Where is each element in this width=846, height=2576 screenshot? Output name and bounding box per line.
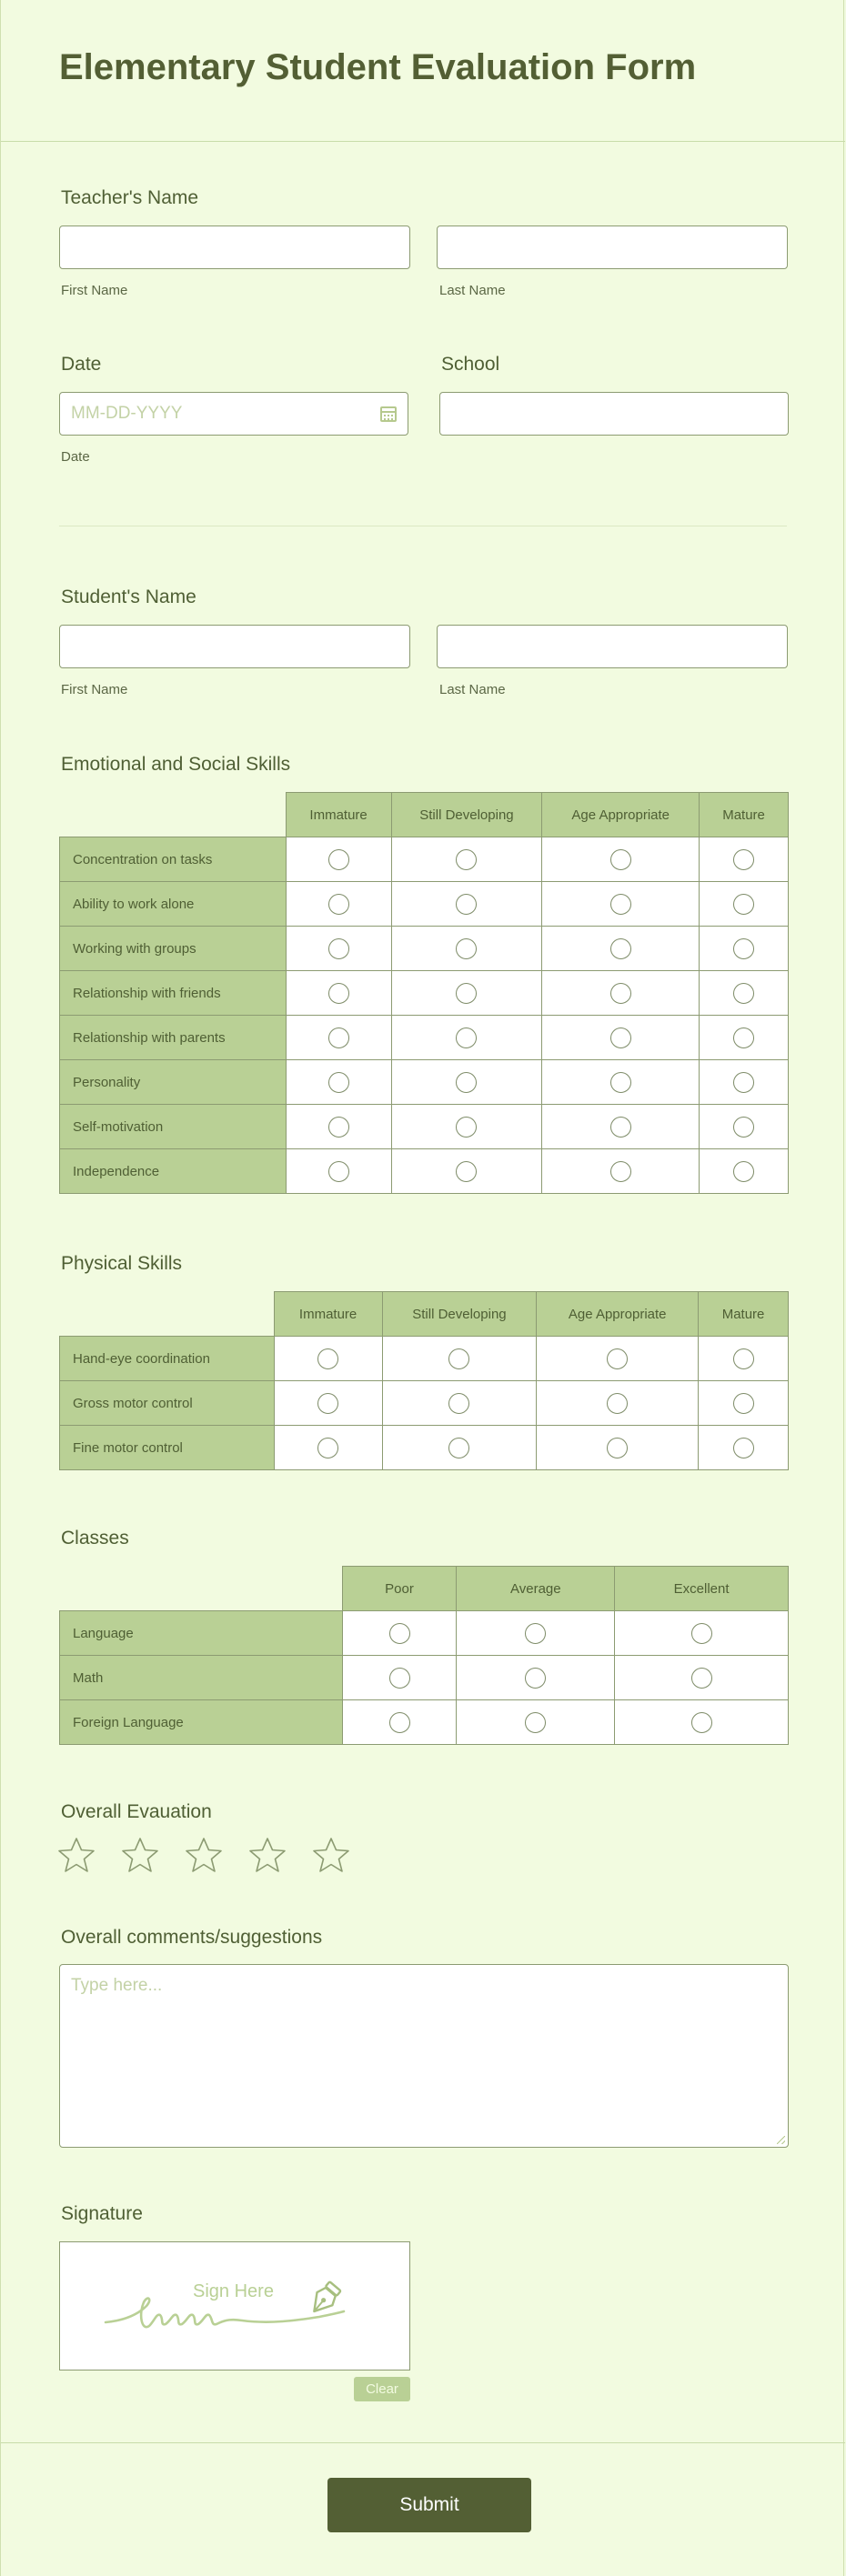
radio-button[interactable] (607, 1438, 628, 1458)
radio-button[interactable] (328, 849, 349, 870)
radio-button[interactable] (448, 1393, 469, 1414)
radio-button[interactable] (389, 1668, 410, 1689)
row-label: Ability to work alone (60, 882, 287, 927)
emotional-skills-label: Emotional and Social Skills (61, 754, 291, 775)
column-header: Still Developing (382, 1292, 537, 1337)
radio-button[interactable] (456, 849, 477, 870)
form-header (1, 0, 845, 142)
row-label: Working with groups (60, 927, 287, 971)
matrix-row (60, 882, 789, 927)
radio-button[interactable] (456, 938, 477, 959)
column-header: Mature (700, 793, 789, 837)
matrix-row (60, 1611, 789, 1656)
date-input[interactable] (60, 393, 408, 435)
comments-label: Overall comments/suggestions (61, 1927, 323, 1948)
row-label: Gross motor control (60, 1381, 275, 1426)
school-input[interactable] (440, 393, 788, 435)
radio-button[interactable] (610, 938, 631, 959)
radio-button[interactable] (733, 1161, 754, 1182)
matrix-row (60, 1149, 789, 1194)
star-rating (57, 1837, 350, 1873)
matrix-corner (60, 793, 287, 837)
teacher-last-name-sublabel: Last Name (439, 283, 506, 298)
date-label: Date (61, 354, 102, 375)
signature-pad[interactable] (59, 2241, 410, 2371)
radio-button[interactable] (733, 1117, 754, 1138)
matrix-row (60, 1426, 789, 1470)
radio-button[interactable] (733, 849, 754, 870)
radio-button[interactable] (733, 1438, 754, 1458)
radio-button[interactable] (691, 1712, 712, 1733)
radio-button[interactable] (607, 1348, 628, 1369)
row-label: Relationship with parents (60, 1016, 287, 1060)
row-label: Self-motivation (60, 1105, 287, 1149)
student-name-label: Student's Name (61, 586, 196, 607)
column-header: Mature (699, 1292, 789, 1337)
radio-button[interactable] (610, 1161, 631, 1182)
column-header: Excellent (615, 1567, 789, 1611)
school-label: School (441, 354, 500, 375)
physical-skills-label: Physical Skills (61, 1253, 183, 1274)
sign-here-hint: Sign Here (193, 2281, 274, 2301)
matrix-row (60, 1337, 789, 1381)
radio-button[interactable] (317, 1348, 338, 1369)
comments-textarea[interactable] (60, 1965, 788, 2147)
row-label: Independence (60, 1149, 287, 1194)
radio-button[interactable] (328, 894, 349, 915)
radio-button[interactable] (456, 1161, 477, 1182)
student-first-name-field[interactable] (59, 625, 410, 668)
row-label: Concentration on tasks (60, 837, 287, 882)
row-label: Relationship with friends (60, 971, 287, 1016)
radio-button[interactable] (448, 1348, 469, 1369)
radio-button[interactable] (456, 894, 477, 915)
radio-button[interactable] (733, 894, 754, 915)
row-label: Personality (60, 1060, 287, 1105)
radio-button[interactable] (691, 1623, 712, 1644)
radio-button[interactable] (389, 1712, 410, 1733)
matrix-row (60, 1105, 789, 1149)
radio-button[interactable] (317, 1393, 338, 1414)
calendar-icon[interactable] (380, 406, 397, 422)
matrix-row (60, 1060, 789, 1105)
matrix-row (60, 1016, 789, 1060)
signature-scribble-icon (60, 2242, 409, 2370)
radio-button[interactable] (328, 983, 349, 1004)
teacher-name-label: Teacher's Name (61, 187, 199, 208)
date-sublabel: Date (61, 449, 90, 465)
school-field[interactable] (439, 392, 789, 436)
radio-button[interactable] (691, 1668, 712, 1689)
radio-button[interactable] (328, 1117, 349, 1138)
matrix-row (60, 971, 789, 1016)
row-label: Hand-eye coordination (60, 1337, 275, 1381)
comments-field[interactable] (59, 1964, 789, 2148)
star-icon[interactable] (185, 1837, 223, 1873)
teacher-first-name-input[interactable] (60, 226, 409, 268)
submit-button[interactable]: Submit (327, 2478, 531, 2532)
form-title: Elementary Student Evaluation Form (59, 47, 697, 87)
column-header: Still Developing (391, 793, 542, 837)
teacher-last-name-field[interactable] (437, 226, 788, 269)
radio-button[interactable] (607, 1393, 628, 1414)
radio-button[interactable] (456, 1072, 477, 1093)
radio-button[interactable] (328, 1161, 349, 1182)
row-label: Foreign Language (60, 1700, 343, 1745)
student-last-name-input[interactable] (438, 626, 787, 667)
row-label: Fine motor control (60, 1426, 275, 1470)
teacher-last-name-input[interactable] (438, 226, 787, 268)
resize-handle-icon[interactable] (777, 2136, 785, 2144)
radio-button[interactable] (733, 983, 754, 1004)
matrix-row (60, 1700, 789, 1745)
column-header: Immature (286, 793, 391, 837)
student-first-name-sublabel: First Name (61, 682, 128, 697)
radio-button[interactable] (456, 983, 477, 1004)
radio-button[interactable] (610, 983, 631, 1004)
date-field[interactable] (59, 392, 408, 436)
matrix-row (60, 1656, 789, 1700)
matrix-row (60, 1381, 789, 1426)
matrix-row (60, 837, 789, 882)
radio-button[interactable] (456, 1027, 477, 1048)
matrix-row (60, 927, 789, 971)
emotional-skills-matrix (59, 792, 789, 1194)
student-first-name-input[interactable] (60, 626, 409, 667)
star-icon[interactable] (121, 1837, 159, 1873)
radio-button[interactable] (733, 1393, 754, 1414)
clear-signature-button[interactable]: Clear (354, 2377, 410, 2401)
column-header: Poor (342, 1567, 457, 1611)
radio-button[interactable] (733, 1348, 754, 1369)
radio-button[interactable] (733, 1027, 754, 1048)
classes-matrix (59, 1566, 789, 1745)
radio-button[interactable] (389, 1623, 410, 1644)
radio-button[interactable] (317, 1438, 338, 1458)
radio-button[interactable] (525, 1668, 546, 1689)
classes-label: Classes (61, 1528, 129, 1549)
matrix-corner (60, 1292, 275, 1337)
radio-button[interactable] (525, 1623, 546, 1644)
overall-evaluation-label: Overall Evauation (61, 1801, 212, 1822)
matrix-corner (60, 1567, 343, 1611)
radio-button[interactable] (456, 1117, 477, 1138)
radio-button[interactable] (610, 849, 631, 870)
column-header: Immature (274, 1292, 382, 1337)
student-last-name-field[interactable] (437, 625, 788, 668)
column-header: Age Appropriate (537, 1292, 699, 1337)
star-icon[interactable] (57, 1837, 96, 1873)
row-label: Language (60, 1611, 343, 1656)
teacher-first-name-sublabel: First Name (61, 283, 128, 298)
radio-button[interactable] (610, 1117, 631, 1138)
radio-button[interactable] (733, 938, 754, 959)
radio-button[interactable] (733, 1072, 754, 1093)
student-last-name-sublabel: Last Name (439, 682, 506, 697)
radio-button[interactable] (448, 1438, 469, 1458)
column-header: Average (457, 1567, 615, 1611)
signature-label: Signature (61, 2203, 143, 2224)
form-footer (1, 2442, 845, 2576)
radio-button[interactable] (328, 938, 349, 959)
radio-button[interactable] (610, 1027, 631, 1048)
row-label: Math (60, 1656, 343, 1700)
radio-button[interactable] (328, 1072, 349, 1093)
star-icon[interactable] (248, 1837, 287, 1873)
radio-button[interactable] (610, 1072, 631, 1093)
physical-skills-matrix (59, 1291, 789, 1470)
radio-button[interactable] (610, 894, 631, 915)
radio-button[interactable] (328, 1027, 349, 1048)
column-header: Age Appropriate (542, 793, 700, 837)
radio-button[interactable] (525, 1712, 546, 1733)
star-icon[interactable] (312, 1837, 350, 1873)
teacher-first-name-field[interactable] (59, 226, 410, 269)
